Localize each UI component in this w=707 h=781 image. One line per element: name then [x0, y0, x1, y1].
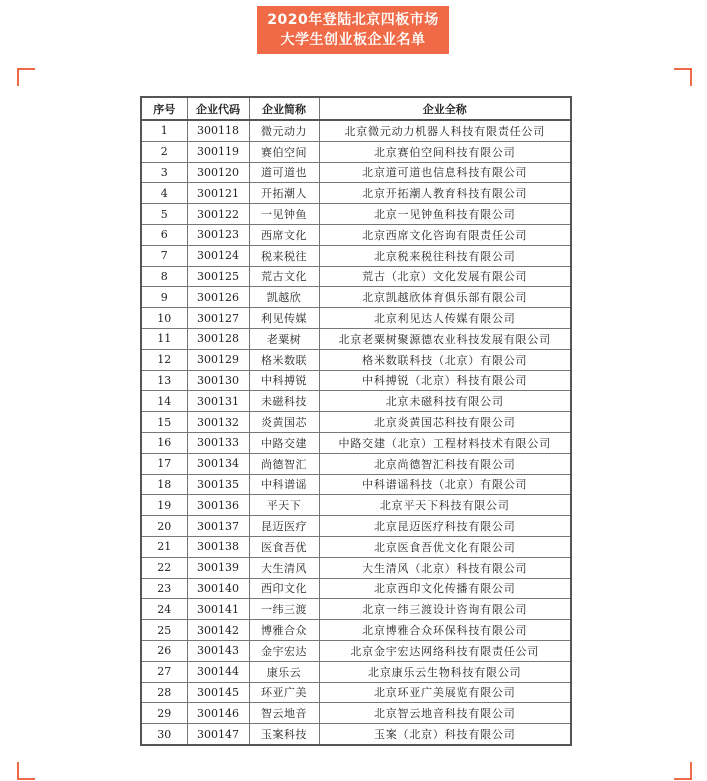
cell-company-code: 300135 [187, 474, 249, 495]
table-row [141, 453, 571, 474]
cell-short-name: 荒古文化 [249, 266, 319, 287]
cell-serial-number: 24 [141, 599, 187, 620]
cell-serial-number: 9 [141, 287, 187, 308]
cell-short-name: 尚德智汇 [249, 453, 319, 474]
cell-serial-number: 2 [141, 141, 187, 162]
cell-short-name: 大生清风 [249, 557, 319, 578]
header-full-name: 企业全称 [319, 97, 571, 120]
cell-full-name: 北京西印文化传播有限公司 [319, 578, 571, 599]
cell-serial-number: 6 [141, 224, 187, 245]
cell-full-name: 北京昆迈医疗科技有限公司 [319, 516, 571, 537]
table-row [141, 328, 571, 349]
table-row [141, 266, 571, 287]
cell-company-code: 300123 [187, 224, 249, 245]
cell-company-code: 300134 [187, 453, 249, 474]
cell-company-code: 300120 [187, 162, 249, 183]
cell-full-name: 北京环亚广美展览有限公司 [319, 682, 571, 703]
cell-full-name: 北京医食吾优文化有限公司 [319, 536, 571, 557]
cell-company-code: 300128 [187, 328, 249, 349]
table-row [141, 141, 571, 162]
cell-company-code: 300125 [187, 266, 249, 287]
cell-company-code: 300121 [187, 183, 249, 204]
cell-full-name: 北京西席文化咨询有限责任公司 [319, 224, 571, 245]
cell-short-name: 中科搏锐 [249, 370, 319, 391]
header-company-code: 企业代码 [187, 97, 249, 120]
cell-full-name: 北京炎黄国芯科技有限公司 [319, 412, 571, 433]
table-row [141, 308, 571, 329]
table-row [141, 349, 571, 370]
frame-corner-bottom-left [17, 762, 35, 780]
cell-full-name: 北京微元动力机器人科技有限责任公司 [319, 120, 571, 141]
cell-company-code: 300131 [187, 391, 249, 412]
frame-corner-top-right [674, 68, 692, 86]
frame-corner-top-left [17, 68, 35, 86]
cell-company-code: 300124 [187, 245, 249, 266]
cell-full-name: 北京开拓潮人教育科技有限公司 [319, 183, 571, 204]
table-row [141, 432, 571, 453]
cell-full-name: 中路交建（北京）工程材料技术有限公司 [319, 432, 571, 453]
cell-full-name: 北京一纬三渡设计咨询有限公司 [319, 599, 571, 620]
table-row [141, 682, 571, 703]
title-banner [257, 6, 449, 54]
cell-serial-number: 22 [141, 557, 187, 578]
cell-company-code: 300122 [187, 204, 249, 225]
cell-company-code: 300140 [187, 578, 249, 599]
cell-full-name: 北京金宇宏达网络科技有限责任公司 [319, 640, 571, 661]
table-row [141, 204, 571, 225]
cell-short-name: 玉案科技 [249, 724, 319, 745]
table-row [141, 578, 571, 599]
cell-serial-number: 19 [141, 495, 187, 516]
cell-serial-number: 15 [141, 412, 187, 433]
cell-full-name: 北京智云地音科技有限公司 [319, 703, 571, 724]
cell-serial-number: 27 [141, 661, 187, 682]
cell-company-code: 300133 [187, 432, 249, 453]
cell-short-name: 微元动力 [249, 120, 319, 141]
cell-full-name: 北京凯越欣体育俱乐部有限公司 [319, 287, 571, 308]
cell-company-code: 300136 [187, 495, 249, 516]
header-short-name: 企业简称 [249, 97, 319, 120]
cell-short-name: 智云地音 [249, 703, 319, 724]
cell-serial-number: 29 [141, 703, 187, 724]
company-list-table [140, 96, 572, 746]
cell-full-name: 北京康乐云生物科技有限公司 [319, 661, 571, 682]
table-row [141, 120, 571, 141]
table-row [141, 495, 571, 516]
cell-serial-number: 3 [141, 162, 187, 183]
cell-company-code: 300146 [187, 703, 249, 724]
cell-serial-number: 5 [141, 204, 187, 225]
cell-full-name: 北京老粟树聚源德农业科技发展有限公司 [319, 328, 571, 349]
cell-full-name: 北京平天下科技有限公司 [319, 495, 571, 516]
table-row [141, 640, 571, 661]
cell-short-name: 昆迈医疗 [249, 516, 319, 537]
cell-short-name: 中科谱谣 [249, 474, 319, 495]
cell-company-code: 300143 [187, 640, 249, 661]
cell-short-name: 博雅合众 [249, 620, 319, 641]
cell-short-name: 环亚广美 [249, 682, 319, 703]
cell-short-name: 炎黄国芯 [249, 412, 319, 433]
cell-short-name: 未磁科技 [249, 391, 319, 412]
title-line-2: 大学生创业板企业名单 [280, 32, 426, 48]
cell-short-name: 中路交建 [249, 432, 319, 453]
cell-short-name: 凯越欣 [249, 287, 319, 308]
cell-short-name: 税来税往 [249, 245, 319, 266]
table-row [141, 703, 571, 724]
cell-full-name: 中科搏锐（北京）科技有限公司 [319, 370, 571, 391]
cell-full-name: 北京税来税往科技有限公司 [319, 245, 571, 266]
cell-company-code: 300138 [187, 536, 249, 557]
cell-short-name: 老粟树 [249, 328, 319, 349]
title-line-1: 2020年登陆北京四板市场 [267, 12, 439, 28]
cell-serial-number: 26 [141, 640, 187, 661]
table-row [141, 724, 571, 745]
table-row [141, 661, 571, 682]
table-row [141, 224, 571, 245]
table-row [141, 516, 571, 537]
table-header-row [141, 97, 571, 120]
cell-full-name: 大生清风（北京）科技有限公司 [319, 557, 571, 578]
table-row [141, 183, 571, 204]
cell-full-name: 格米数联科技（北京）有限公司 [319, 349, 571, 370]
cell-short-name: 赛伯空间 [249, 141, 319, 162]
cell-company-code: 300119 [187, 141, 249, 162]
table-row [141, 287, 571, 308]
table-row [141, 599, 571, 620]
cell-serial-number: 13 [141, 370, 187, 391]
cell-serial-number: 21 [141, 536, 187, 557]
table-row [141, 557, 571, 578]
table-row [141, 391, 571, 412]
cell-short-name: 西印文化 [249, 578, 319, 599]
cell-serial-number: 4 [141, 183, 187, 204]
cell-company-code: 300142 [187, 620, 249, 641]
cell-full-name: 北京博雅合众环保科技有限公司 [319, 620, 571, 641]
cell-serial-number: 12 [141, 349, 187, 370]
cell-full-name: 北京利见达人传媒有限公司 [319, 308, 571, 329]
cell-company-code: 300132 [187, 412, 249, 433]
cell-serial-number: 28 [141, 682, 187, 703]
cell-company-code: 300145 [187, 682, 249, 703]
cell-short-name: 一见钟鱼 [249, 204, 319, 225]
header-serial-number: 序号 [141, 97, 187, 120]
cell-full-name: 北京未磁科技有限公司 [319, 391, 571, 412]
table-row [141, 474, 571, 495]
cell-short-name: 康乐云 [249, 661, 319, 682]
cell-short-name: 平天下 [249, 495, 319, 516]
cell-serial-number: 7 [141, 245, 187, 266]
cell-short-name: 金宇宏达 [249, 640, 319, 661]
cell-serial-number: 10 [141, 308, 187, 329]
cell-serial-number: 16 [141, 432, 187, 453]
cell-serial-number: 30 [141, 724, 187, 745]
cell-short-name: 道可道也 [249, 162, 319, 183]
cell-serial-number: 11 [141, 328, 187, 349]
cell-short-name: 一纬三渡 [249, 599, 319, 620]
cell-company-code: 300118 [187, 120, 249, 141]
table-row [141, 620, 571, 641]
table-row [141, 162, 571, 183]
cell-company-code: 300147 [187, 724, 249, 745]
cell-full-name: 北京赛伯空间科技有限公司 [319, 141, 571, 162]
cell-company-code: 300126 [187, 287, 249, 308]
cell-serial-number: 17 [141, 453, 187, 474]
cell-short-name: 医食吾优 [249, 536, 319, 557]
cell-full-name: 中科谱谣科技（北京）有限公司 [319, 474, 571, 495]
table-row [141, 536, 571, 557]
table-row [141, 370, 571, 391]
cell-serial-number: 14 [141, 391, 187, 412]
cell-company-code: 300144 [187, 661, 249, 682]
cell-company-code: 300130 [187, 370, 249, 391]
cell-serial-number: 25 [141, 620, 187, 641]
cell-short-name: 西席文化 [249, 224, 319, 245]
cell-full-name: 北京尚德智汇科技有限公司 [319, 453, 571, 474]
cell-serial-number: 8 [141, 266, 187, 287]
cell-short-name: 利见传媒 [249, 308, 319, 329]
cell-full-name: 北京道可道也信息科技有限公司 [319, 162, 571, 183]
cell-company-code: 300129 [187, 349, 249, 370]
cell-company-code: 300127 [187, 308, 249, 329]
cell-short-name: 格米数联 [249, 349, 319, 370]
cell-serial-number: 20 [141, 516, 187, 537]
cell-full-name: 北京一见钟鱼科技有限公司 [319, 204, 571, 225]
cell-company-code: 300141 [187, 599, 249, 620]
cell-full-name: 荒古（北京）文化发展有限公司 [319, 266, 571, 287]
cell-full-name: 玉案（北京）科技有限公司 [319, 724, 571, 745]
frame-corner-bottom-right [674, 762, 692, 780]
cell-serial-number: 23 [141, 578, 187, 599]
cell-company-code: 300139 [187, 557, 249, 578]
cell-serial-number: 18 [141, 474, 187, 495]
cell-serial-number: 1 [141, 120, 187, 141]
table-row [141, 412, 571, 433]
cell-company-code: 300137 [187, 516, 249, 537]
table-row [141, 245, 571, 266]
cell-short-name: 开拓潮人 [249, 183, 319, 204]
